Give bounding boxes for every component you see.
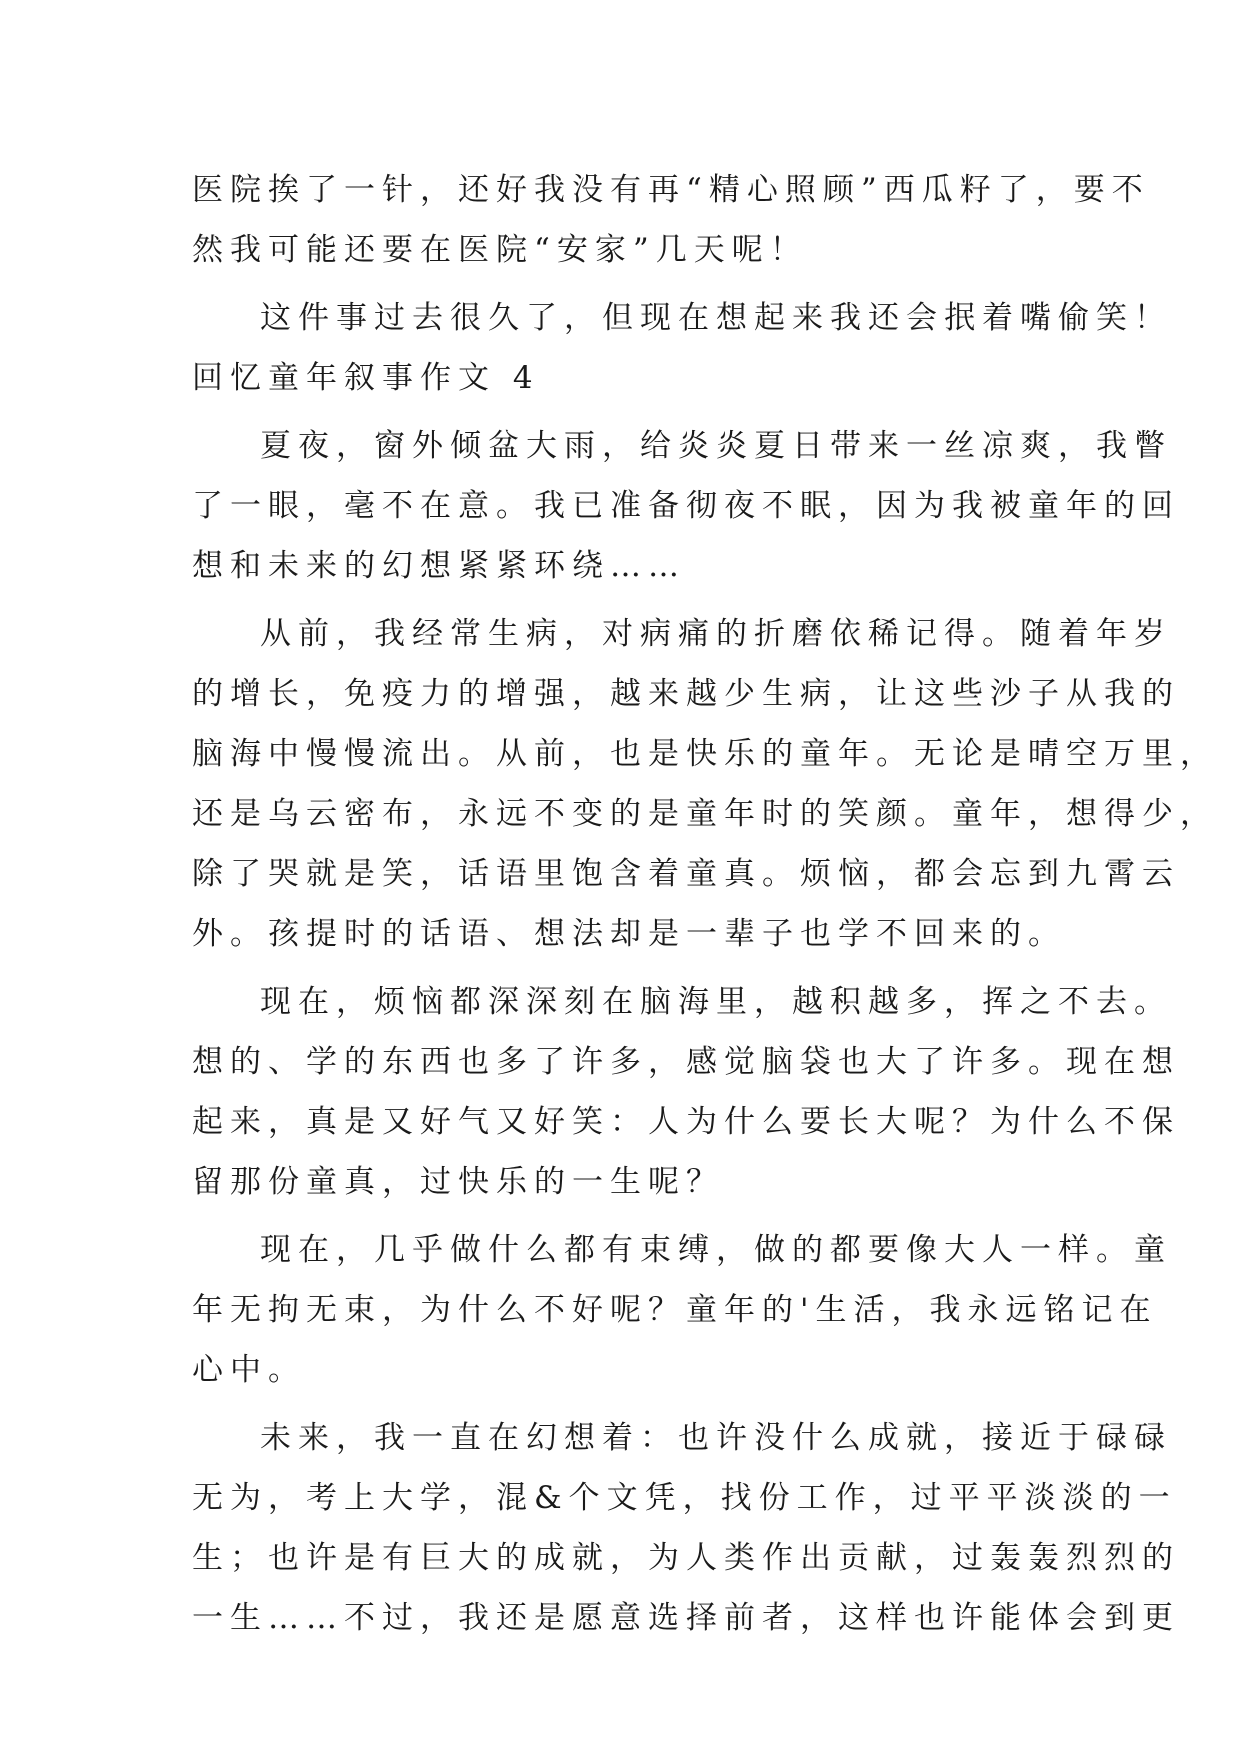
text-line: 从前，我经常生病，对病痛的折磨依稀记得。随着年岁: [260, 616, 1172, 652]
essay-body: [192, 160, 1218, 1648]
text-line: 外。孩提时的话语、想法却是一辈子也学不回来的。: [192, 916, 1066, 952]
text-line: 起来，真是又好气又好笑：人为什么要长大呢？为什么不保: [192, 1104, 1180, 1140]
text-line: 了一眼，毫不在意。我已准备彻夜不眠，因为我被童年的回: [192, 488, 1180, 524]
text-line: 夏夜，窗外倾盆大雨，给炎炎夏日带来一丝凉爽，我瞥: [260, 428, 1172, 464]
text-line: 年无拘无束，为什么不好呢？童年的'生活，我永远铭记在: [192, 1292, 1158, 1328]
text-line: 现在，烦恼都深深刻在脑海里，越积越多，挥之不去。: [260, 984, 1172, 1020]
section-heading: 回忆童年叙事作文 4: [192, 360, 540, 396]
text-line: 脑海中慢慢流出。从前，也是快乐的童年。无论是晴空万里，: [192, 736, 1218, 772]
text-line: 心中。: [192, 1352, 306, 1388]
text-line: 现在，几乎做什么都有束缚，做的都要像大人一样。童: [260, 1232, 1172, 1268]
text-line: 一生……不过，我还是愿意选择前者，这样也许能体会到更: [192, 1600, 1180, 1636]
text-line: 这件事过去很久了，但现在想起来我还会抿着嘴偷笑！: [260, 300, 1172, 336]
text-line: 的增长，免疫力的增强，越来越少生病，让这些沙子从我的: [192, 676, 1180, 712]
text-line: 未来，我一直在幻想着：也许没什么成就，接近于碌碌: [260, 1420, 1172, 1456]
text-line: 生；也许是有巨大的成就，为人类作出贡献，过轰轰烈烈的: [192, 1540, 1180, 1576]
text-line: 医院挨了一针，还好我没有再“精心照顾”西瓜籽了，要不: [192, 172, 1150, 208]
text-line: 除了哭就是笑，话语里饱含着童真。烦恼，都会忘到九霄云: [192, 856, 1180, 892]
text-line: 留那份童真，过快乐的一生呢？: [192, 1164, 724, 1200]
text-line: 想和未来的幻想紧紧环绕……: [192, 548, 686, 584]
text-line: 想的、学的东西也多了许多，感觉脑袋也大了许多。现在想: [192, 1044, 1180, 1080]
text-line: 无为，考上大学，混&个文凭，找份工作，过平平淡淡的一: [192, 1480, 1177, 1516]
text-line: 然我可能还要在医院“安家”几天呢！: [192, 232, 808, 268]
text-line: 还是乌云密布，永远不变的是童年时的笑颜。童年，想得少，: [192, 796, 1218, 832]
